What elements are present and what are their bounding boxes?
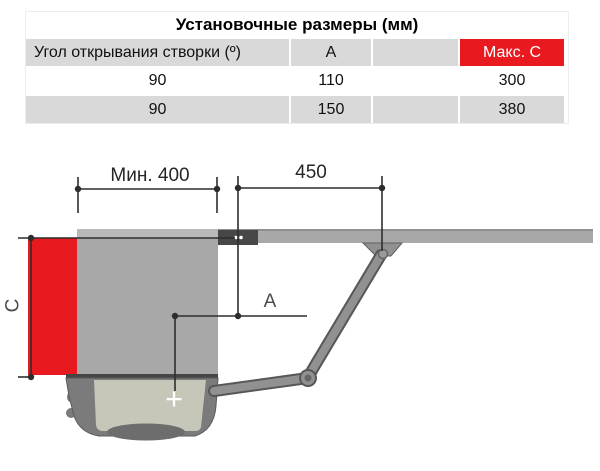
motor-axis-crosshair: +	[164, 381, 184, 416]
cell-angle-2: 90	[26, 96, 289, 123]
min-width-label: Мин. 400	[110, 165, 190, 186]
dim-dot	[235, 185, 241, 191]
col-header-a: A	[291, 39, 371, 66]
dim-dot	[235, 313, 241, 319]
col-header-angle: Угол открывания створки (º)	[26, 39, 289, 66]
cell-c-2: 380	[460, 96, 564, 123]
dim-dot	[28, 235, 34, 241]
cell-c-1: 300	[460, 68, 564, 94]
arm-elbow-pin	[305, 375, 312, 382]
dimension-c-label: C	[2, 298, 24, 313]
cell-a-1: 110	[291, 68, 371, 94]
dimension-a-label: A	[263, 291, 277, 312]
gate-leaf-edge	[218, 229, 593, 231]
dim-dot	[172, 313, 178, 319]
dim-dot	[28, 374, 34, 380]
arm-body	[214, 255, 381, 391]
gate-post	[77, 229, 218, 378]
cell-angle-1: 90	[26, 68, 289, 94]
motor-face	[94, 380, 206, 431]
gate-leaf	[218, 229, 593, 243]
arm-gate-pivot	[379, 250, 388, 259]
cell-a-2: 150	[291, 96, 371, 123]
operator-motor	[66, 374, 218, 441]
dim-dot	[75, 186, 81, 192]
pillar-section-highlight	[28, 238, 77, 375]
motor-base	[107, 424, 185, 441]
arm-outline	[214, 255, 381, 391]
offset-450-label: 450	[295, 162, 327, 183]
gate-post-top-face	[77, 229, 218, 238]
dim-dot	[379, 185, 385, 191]
col-header-max-c: Макс. C	[460, 39, 564, 66]
table-title: Установочные размеры (мм)	[26, 12, 568, 37]
bracket-dot	[239, 236, 243, 240]
articulated-arm	[214, 250, 388, 392]
dim-dot	[214, 186, 220, 192]
